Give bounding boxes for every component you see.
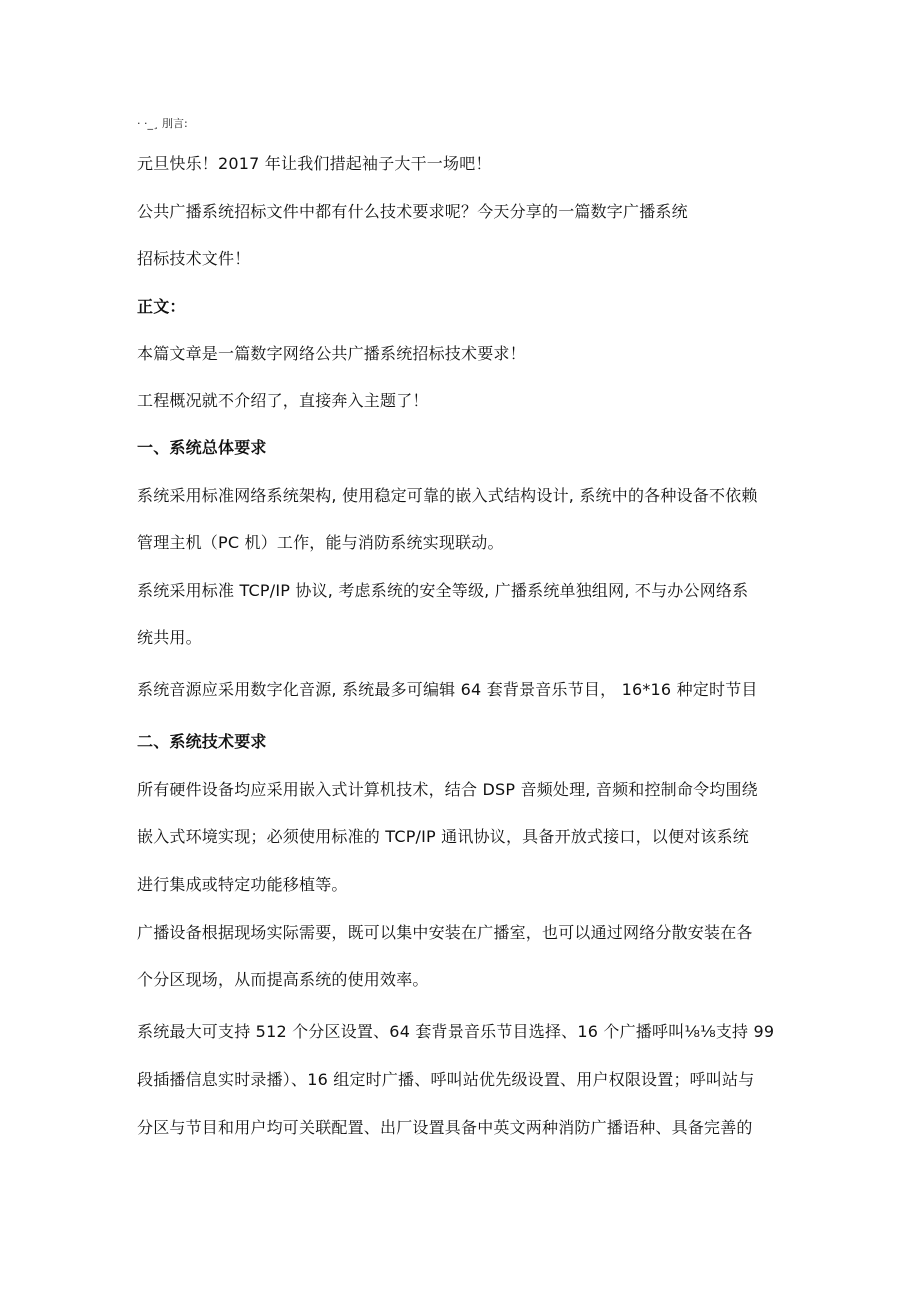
intro-line-2: 招标技术文件！ — [137, 249, 251, 268]
section-1-paragraph-3: 系统音源应采用数字化音源, 系统最多可编辑 64 套背景音乐节目， 16*16 种定时节目 — [137, 680, 758, 699]
section-1-paragraph-1-line-1: 系统采用标准网络系统架构, 使用稳定可靠的嵌入式结构设计, 系统中的各种设备不依赖 — [137, 486, 758, 505]
section-1-paragraph-2-line-2: 统共用。 — [137, 628, 202, 647]
section-2-paragraph-1-line-1: 所有硬件设备均应采用嵌入式计算机技术，结合 DSP 音频处理, 音频和控制命令均围绕 — [137, 780, 758, 799]
section-2-paragraph-2-line-2: 个分区现场，从而提高系统的使用效率。 — [137, 970, 429, 989]
body-line-2: 工程概况就不介绍了，直接奔入主题了！ — [137, 391, 429, 410]
body-heading: 正文： — [137, 297, 186, 316]
section-2-paragraph-3-line-2: 段插播信息实时录播）、16 组定时广播、呼叫站优先级设置、用户权限设置；呼叫站与 — [137, 1070, 755, 1089]
section-1-paragraph-2-line-1: 系统采用标准 TCP/IP 协议, 考虑系统的安全等级, 广播系统单独组网, 不与办公网络系 — [137, 581, 749, 600]
section-2-paragraph-1-line-2: 嵌入式环境实现；必须使用标准的 TCP/IP 通讯协议，具备开放式接口，以便对该系统 — [137, 827, 749, 846]
section-2-paragraph-3-line-3: 分区与节目和用户均可关联配置、出厂设置具备中英文两种消防广播语种、具备完善的 — [137, 1118, 753, 1137]
section-2-paragraph-1-line-3: 进行集成或特定功能移植等。 — [137, 875, 348, 894]
preface-label: · ·_¸ 刖言: — [137, 117, 188, 130]
section-2-heading: 二、系统技术要求 — [137, 732, 267, 751]
section-2-paragraph-2-line-1: 广播设备根据现场实际需要，既可以集中安装在广播室，也可以通过网络分散安装在各 — [137, 923, 753, 942]
intro-line-1: 公共广播系统招标文件中都有什么技术要求呢？今天分享的一篇数字广播系统 — [137, 202, 688, 221]
section-2-paragraph-3-line-1: 系统最大可支持 512 个分区设置、64 套背景音乐节目选择、16 个广播呼叫⅛⅛支持 99 — [137, 1022, 775, 1041]
greeting-line: 元旦快乐！2017 年让我们措起袖子大干一场吧！ — [137, 154, 492, 173]
body-line-1: 本篇文章是一篇数字网络公共广播系统招标技术要求！ — [137, 344, 526, 363]
section-1-heading: 一、系统总体要求 — [137, 438, 267, 457]
section-1-paragraph-1-line-2: 管理主机（PC 机）工作，能与消防系统实现联动。 — [137, 533, 504, 552]
